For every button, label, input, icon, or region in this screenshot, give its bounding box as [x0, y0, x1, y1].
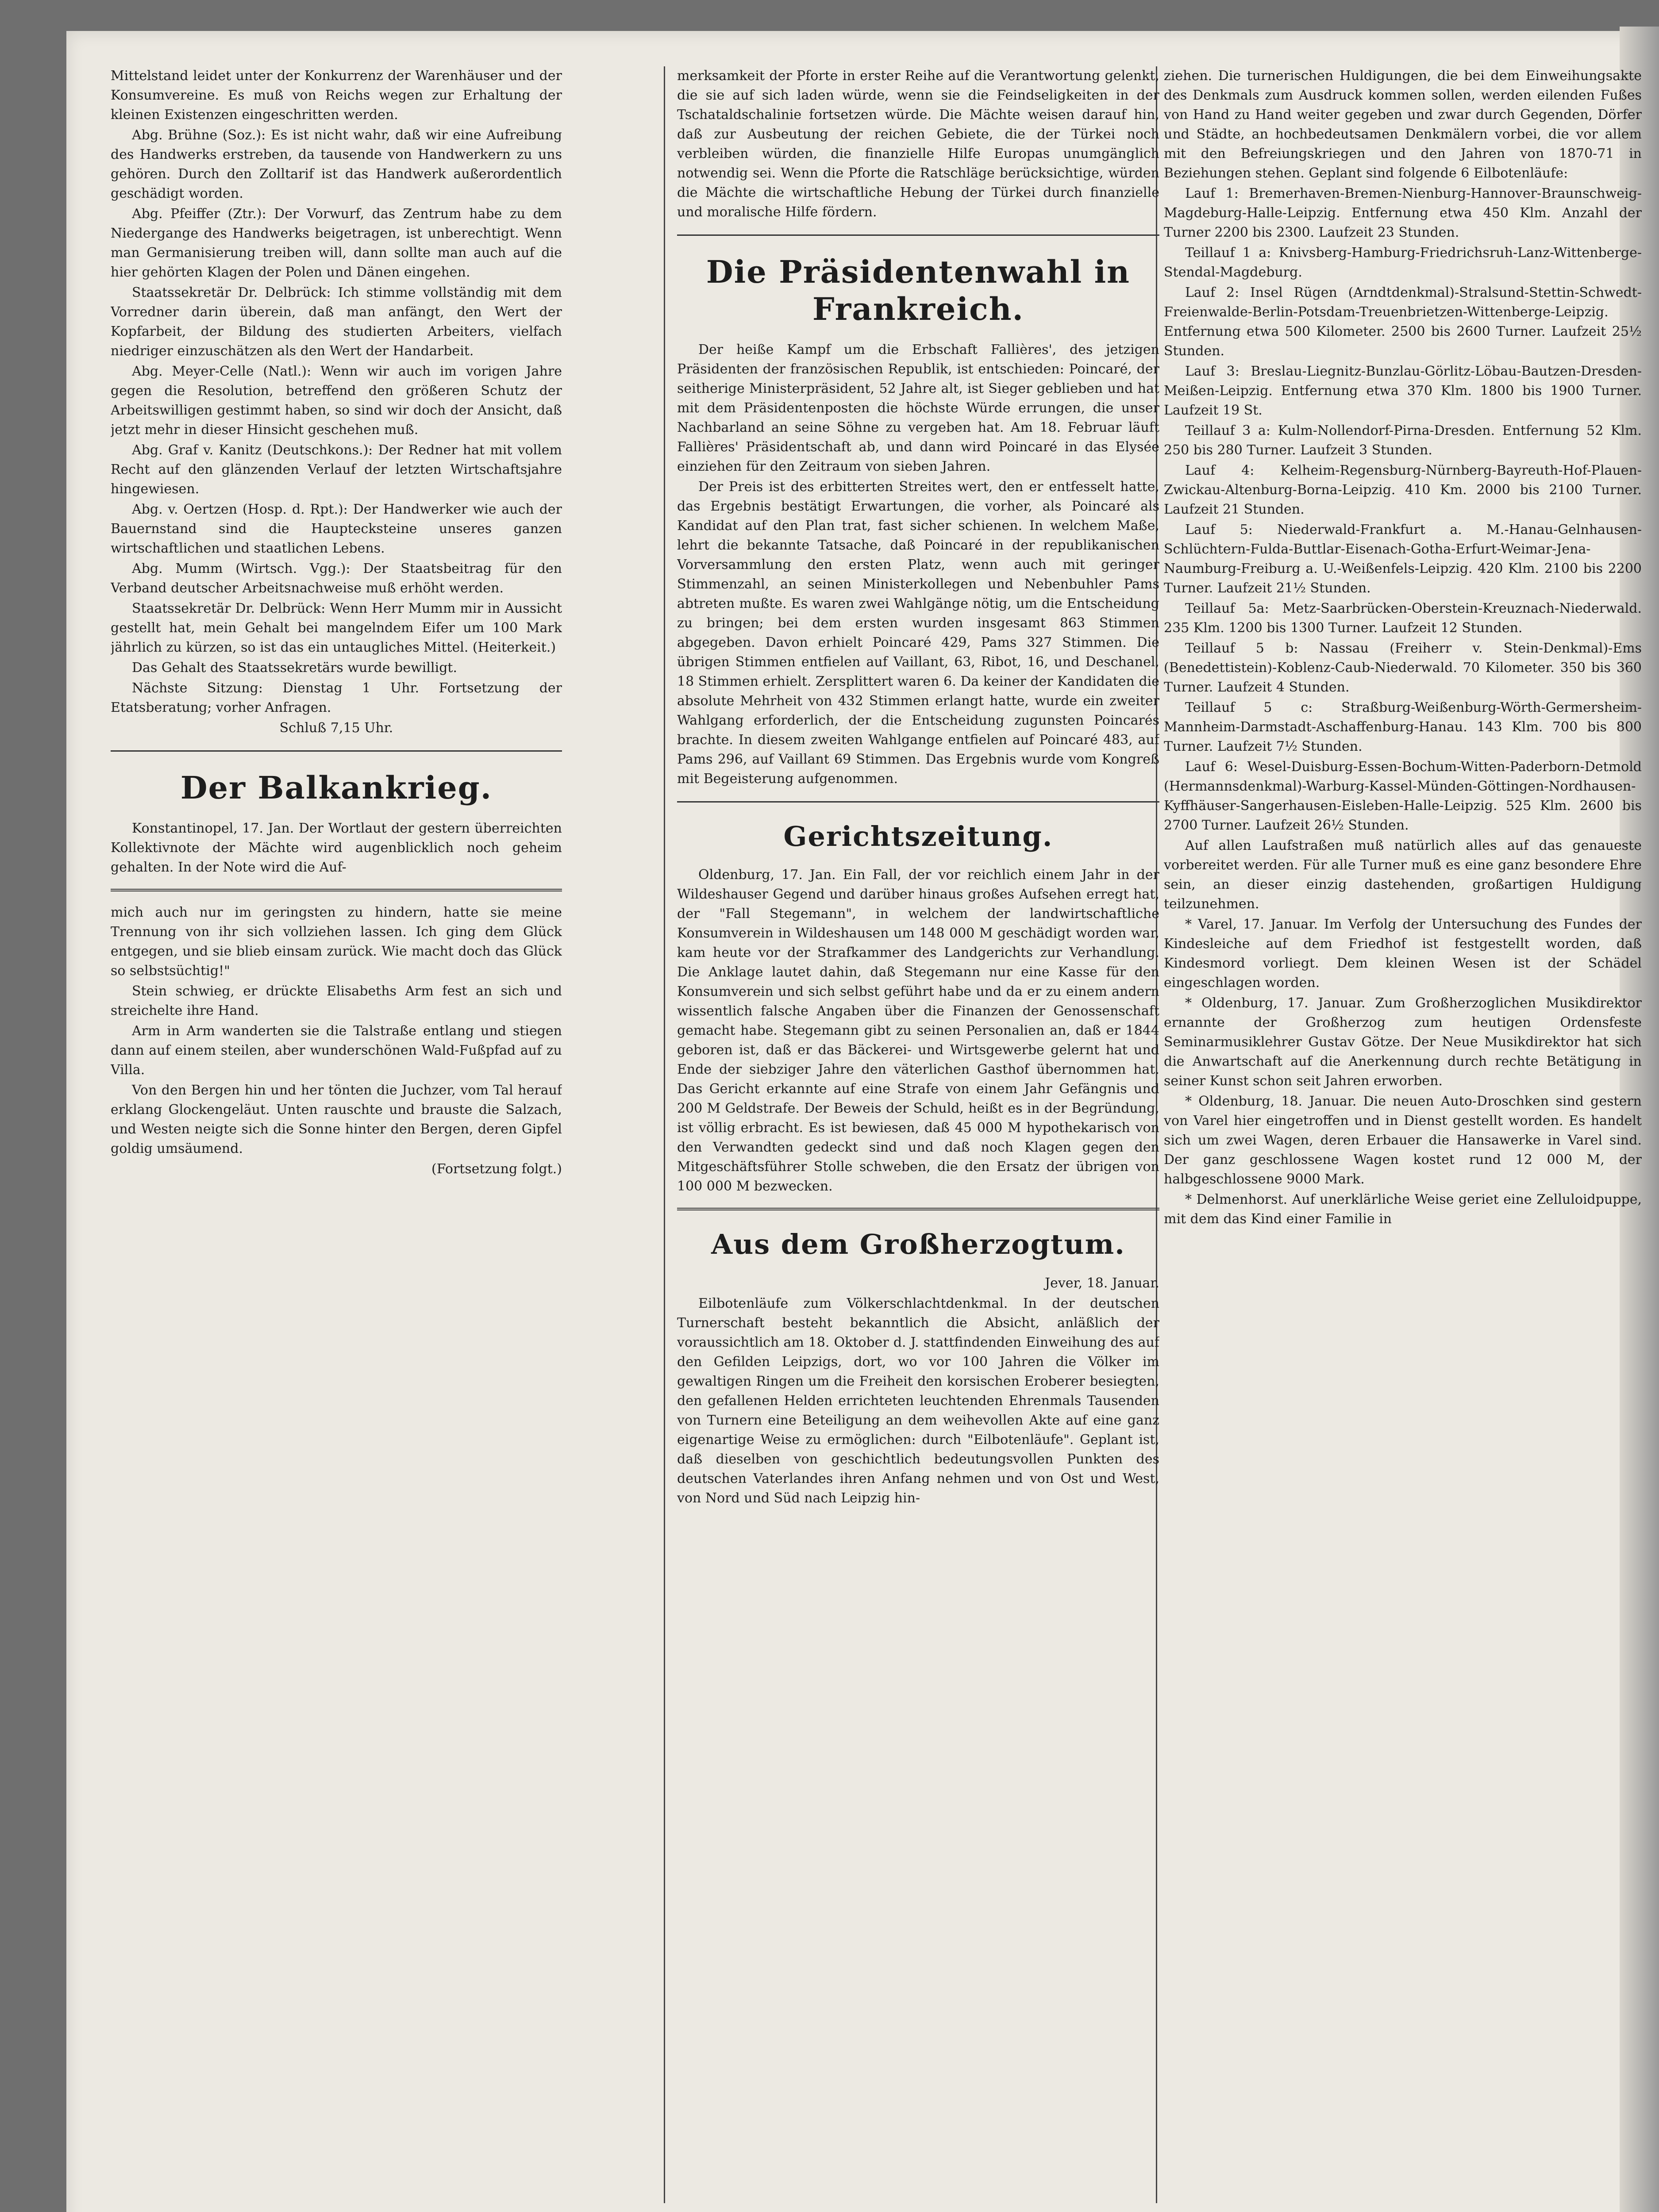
continuation-note: (Fortsetzung folgt.) — [431, 1161, 562, 1177]
article-text: Auf allen Laufstraßen muß natürlich alles auf das genaueste vorbereitet werden. Für alle Turner muß es eine ganz besondere Ehre sein, an dieser einzig dastehenden, großartigen Huldigung teilzunehmen. — [1164, 838, 1642, 912]
route-item: Teillauf 5a: Metz-Saarbrücken-Oberstein-Kreuznach-Niederwald. 235 Klm. 1200 bis 1300 Turner. Laufzeit 12 Stunden. — [1164, 601, 1642, 636]
article-text: Staatssekretär Dr. Delbrück: Ich stimme vollständig mit dem Vorredner darin überein, daß man anfängt, den Wert der Kopfarbeit, der Bildung des studierten Arbeiters, vielfach niedriger einzuschätzen als den Wert der Handarbeit. — [111, 285, 562, 359]
article-text: Staatssekretär Dr. Delbrück: Wenn Herr Mumm mir in Aussicht gestellt hat, mein Gehalt bei mangelndem Eifer um 100 Mark jährlich zu kürzen, so ist das ein untaugliches Mittel. (Heiterkeit.) — [111, 601, 562, 655]
column-rule-1 — [664, 66, 665, 2203]
route-item: Lauf 4: Kelheim-Regensburg-Nürnberg-Bayreuth-Hof-Plauen-Zwickau-Altenburg-Borna-Leipzig. 410 Km. 2000 bis 2100 Turner. Laufzeit 21 Stunden. — [1164, 463, 1642, 517]
article-text: Abg. Brühne (Soz.): Es ist nicht wahr, daß wir eine Aufreibung des Handwerks erstreben, da tausende von Handwerkern zu uns gehören. Durch den Zolltarif ist das Handwerk außerordentlich geschädigt worden. — [111, 127, 562, 201]
article-text: Oldenburg, 17. Jan. Ein Fall, der vor reichlich einem Jahr in der Wildeshauser Gegend und darüber hinaus großes Aufsehen erregt hat, der "Fall Stegemann", in welchem der landwirtschaftliche Konsumverein in Wildeshausen um 148 000 M geschädigt worden war, kam heute vor der Strafkammer des Landgerichts zur Verhandlung. Die Anklage lautet dahin, daß Stegemann nur eine Kasse für den Konsumverein und sich selbst geführt habe und da er zu einem andern wissentlich falsche Angaben über die Finanzen der Genossenschaft gemacht habe. Stegemann gibt zu seinen Personalien an, daß er 1844 geboren ist, daß er das Bäckerei- und Wirtsgewerbe gelernt hat und Ende der siebziger Jahre den väterlichen Gasthof übernommen hat. Das Gericht erkannte auf eine Strafe von einem Jahr Gefängnis und 200 M Geldstrafe. Der Beweis der Schuld, heißt es in der Begründung, ist völlig erbracht. Es ist bewiesen, daß 45 000 M hypothekarisch von den Verwandten gedeckt sind und daß noch Klagen gegen den Mitgeschäftsführer Stolle schweben, die den Ersatz der übrigen von 100 000 M bezwecken. — [677, 867, 1159, 1194]
route-item: Teillauf 5 c: Straßburg-Weißenburg-Wörth-Germersheim-Mannheim-Darmstadt-Aschaffenburg-Hanau. 143 Klm. 700 bis 800 Turner. Laufzeit 7½ Stunden. — [1164, 700, 1642, 754]
local-news-item: * Varel, 17. Januar. Im Verfolg der Untersuchung des Fundes der Kindesleiche auf dem Friedhof ist festgestellt worden, daß Kindesmord vorliegt. Dem kleinen Wesen ist der Schädel eingeschlagen worden. — [1164, 917, 1642, 991]
feuilleton-text: Arm in Arm wanderten sie die Talstraße entlang und stiegen dann auf einem steilen, aber wunderschönen Wald-Fußpfad auf zu Villa. — [111, 1023, 562, 1078]
article-text: Abg. Mumm (Wirtsch. Vgg.): Der Staatsbeitrag für den Verband deutscher Arbeitsnachweise muß erhöht werden. — [111, 561, 562, 596]
section-divider — [677, 234, 1159, 236]
column-2 — [677, 66, 1159, 2203]
route-item: Lauf 1: Bremerhaven-Bremen-Nienburg-Hannover-Braunschweig-Magdeburg-Halle-Leipzig. Entfernung etwa 450 Klm. Anzahl der Turner 2200 bis 2300. Laufzeit 23 Stunden. — [1164, 186, 1642, 240]
column-1 — [111, 66, 562, 2203]
feuilleton-text: mich auch nur im geringsten zu hindern, hatte sie meine Trennung von ihr sich vollziehen lassen. Ich ging dem Glück entgegen, und sie blieb einsam zurück. Wie macht doch das Glück so selbstsüchtig!" — [111, 905, 562, 979]
route-item: Lauf 2: Insel Rügen (Arndtdenkmal)-Stralsund-Stettin-Schwedt-Freienwalde-Berlin-Potsdam-Treuenbrietzen-Wittenberge-Leipzig. Entfernung etwa 500 Kilometer. 2500 bis 2600 Turner. Laufzeit 25½ Stunden. — [1164, 285, 1642, 359]
article-text: Der heiße Kampf um die Erbschaft Fallières', des jetzigen Präsidenten der französischen Republik, ist entschieden: Poincaré, der seitherige Ministerpräsident, 52 Jahre alt, ist Sieger geblieben und hat mit dem Präsidentenposten die höchste Würde errungen, die unser Nachbarland an seine Söhne zu vergeben hat. Am 18. Februar läuft Fallières' Präsidentschaft ab, und dann wird Poincaré in das Elysée einziehen für den Zeitraum von sieben Jahren. — [677, 342, 1159, 474]
article-text: Das Gehalt des Staatssekretärs wurde bewilligt. — [132, 660, 457, 676]
section-divider — [677, 1208, 1159, 1210]
route-item: Lauf 3: Breslau-Liegnitz-Bunzlau-Görlitz-Löbau-Bautzen-Dresden-Meißen-Leipzig. Entfernung etwa 370 Klm. 1800 bis 1900 Turner. Laufzeit 19 St. — [1164, 364, 1642, 418]
feuilleton-text: Stein schwieg, er drückte Elisabeths Arm fest an sich und streichelte ihre Hand. — [111, 983, 562, 1018]
route-item: Teillauf 1 a: Knivsberg-Hamburg-Friedrichsruh-Lanz-Wittenberge-Stendal-Magdeburg. — [1164, 245, 1642, 280]
route-item: Teillauf 5 b: Nassau (Freiherr v. Stein-Denkmal)-Ems (Benedettistein)-Koblenz-Caub-Niederwald. 70 Kilometer. 350 bis 360 Turner. Laufzeit 4 Stunden. — [1164, 641, 1642, 695]
local-news-item: * Oldenburg, 17. Januar. Zum Großherzoglichen Musikdirektor ernannte der Großherzog zum heutigen Ordensfeste Seminarmusiklehrer Gustav Götze. Der Neue Musikdirektor hat sich die Anwartschaft auf die Anerkennung durch rechte Betätigung in seiner Kunst schon seit Jahren erworben. — [1164, 995, 1642, 1089]
article-text: Schluß 7,15 Uhr. — [279, 720, 393, 736]
headline-grossherzogtum: Aus dem Großherzogtum. — [711, 1228, 1125, 1261]
headline-gerichtszeitung: Gerichtszeitung. — [783, 820, 1053, 853]
article-text: Eilbotenläufe zum Völkerschlachtdenkmal. In der deutschen Turnerschaft besteht bekanntlich die Absicht, anläßlich der voraussichtlich am 18. Oktober d. J. stattfindenden Einweihung des auf den Gefilden Leipzigs, dort, wo vor 100 Jahren die Völker im gewaltigen Ringen um die Freiheit den korsischen Eroberer besiegten, den gefallenen Helden errichteten leuchtenden Ehrenmals Tausenden von Turnern eine Beteiligung an dem weihevollen Akte auf eine ganz eigenartige Weise zu ermöglichen: durch "Eilbotenläufe". Geplant ist, daß dieselben von geschichtlich bedeutungsvollen Punkten des deutschen Vaterlandes ihren Anfang nehmen und von Ost und West, von Nord und Süd nach Leipzig hin- — [677, 1295, 1159, 1506]
route-item: Teillauf 3 a: Kulm-Nollendorf-Pirna-Dresden. Entfernung 52 Klm. 250 bis 280 Turner. Laufzeit 3 Stunden. — [1164, 423, 1642, 458]
local-news-item: * Oldenburg, 18. Januar. Die neuen Auto-Droschken sind gestern von Varel hier eingetroffen und in Dienst gestellt worden. Es handelt sich um zwei Wagen, deren Erbauer die Hansawerke in Varel sind. Der ganz geschlossene Wagen kostet rund 12 000 M, der halbgeschlossene 9000 Mark. — [1164, 1094, 1642, 1187]
section-divider — [111, 750, 562, 752]
route-item: Lauf 6: Wesel-Duisburg-Essen-Bochum-Witten-Paderborn-Detmold (Hermannsdenkmal)-Warburg-Kassel-Münden-Göttingen-Nordhausen-Kyffhäuser-Sangerhausen-Eisleben-Halle-Leipzig. 525 Klm. 2600 bis 2700 Turner. Laufzeit 26½ Stunden. — [1164, 759, 1642, 833]
dateline: Jever, 18. Januar. — [1045, 1275, 1159, 1291]
article-text: merksamkeit der Pforte in erster Reihe auf die Verantwortung gelenkt, die sie auf sich laden würde, wenn sie die Feindseligkeiten in der Tschataldschalinie fortsetzen würde. Die Mächte weisen darauf hin, daß zur Ausbeutung der reichen Gebiete, die der Türkei noch verbleiben würden, die finanzielle Hilfe Europas unumgänglich notwendig sei. Wenn die Pforte die Ratschläge berücksichtige, würden die Mächte die wirtschaftliche Hebung der Türkei durch finanzielle und moralische Hilfe fördern. — [677, 68, 1159, 220]
headline-praesidentenwahl: Die Präsidentenwahl in Frankreich. — [706, 253, 1131, 327]
article-text: Abg. v. Oertzen (Hosp. d. Rpt.): Der Handwerker wie auch der Bauernstand sind die Hauptecksteine unseres ganzen wirtschaftlichen und staatlichen Lebens. — [111, 502, 562, 556]
headline-balkankrieg: Der Balkankrieg. — [180, 769, 493, 806]
article-text: Abg. Meyer-Celle (Natl.): Wenn wir auch im vorigen Jahre gegen die Resolution, betreffend den größeren Schutz der Arbeitswilligen gestimmt haben, so sind wir doch der Ansicht, daß jetzt mehr in dieser Hinsicht geschehen muß. — [111, 364, 562, 438]
route-item: Lauf 5: Niederwald-Frankfurt a. M.-Hanau-Gelnhausen-Schlüchtern-Fulda-Buttlar-Eisenach-Gotha-Erfurt-Weimar-Jena-Naumburg-Freiburg a. U.-Weißenfels-Leipzig. 420 Klm. 2100 bis 2200 Turner. Laufzeit 21½ Stunden. — [1164, 522, 1642, 596]
article-text: Abg. Graf v. Kanitz (Deutschkons.): Der Redner hat mit vollem Recht auf den glänzenden Verlauf der letzten Wirtschaftsjahre hingewiesen. — [111, 442, 562, 497]
article-text: Abg. Pfeiffer (Ztr.): Der Vorwurf, das Zentrum habe zu dem Niedergange des Handwerks beigetragen, ist unberechtigt. Wenn man Germanisierung treiben will, dann sollte man auch auf die hier gehörten Klagen der Polen und Dänen eingehen. — [111, 206, 562, 280]
article-text: Mittelstand leidet unter der Konkurrenz der Warenhäuser und der Konsumvereine. Es muß von Reichs wegen zur Erhaltung der kleinen Existenzen eingeschritten werden. — [111, 68, 562, 123]
feuilleton-divider — [111, 889, 562, 891]
article-text: Konstantinopel, 17. Jan. Der Wortlaut der gestern überreichten Kollektivnote der Mächte wird augenblicklich noch geheim gehalten. In der Note wird die Auf- — [111, 821, 562, 875]
feuilleton-text: Von den Bergen hin und her tönten die Juchzer, vom Tal herauf erklang Glockengeläut. Unten rauschte und brauste die Salzach, und Westen neigte sich die Sonne hinter den Bergen, deren Gipfel goldig umsäumend. — [111, 1083, 562, 1156]
column-3 — [1164, 66, 1642, 2203]
article-text: ziehen. Die turnerischen Huldigungen, die bei dem Einweihungsakte des Denkmals zum Ausdruck kommen sollen, werden eilenden Fußes von Hand zu Hand weiter gegeben und zwar durch Gegenden, Dörfer und Städte, an hochbedeutsamen Denkmälern vorbei, die vor allem mit den Befreiungskriegen und den Jahren von 1870-71 in Beziehungen stehen. Geplant sind folgende 6 Eilbotenläufe: — [1164, 68, 1642, 181]
section-divider — [677, 801, 1159, 803]
article-text: Der Preis ist des erbitterten Streites wert, den er entfesselt hatte, das Ergebnis bestätigt Erwartungen, die vorher, als Poincaré als Kandidat auf den Plan trat, fast sicher schienen. In welchem Maße, lehrt die bekannte Tatsache, daß Poincaré in der republikanischen Vorversammlung den ersten Platz, wenn auch mit geringer Stimmenzahl, an seinen Ministerkollegen und Nebenbuhler Pams abtreten mußte. Es waren zwei Wahlgänge nötig, um die Entscheidung zu bringen; bei dem ersten wurden insgesamt 863 Stimmen abgegeben. Davon erhielt Poincaré 429, Pams 327 Stimmen. Die übrigen Stimmen entfielen auf Vaillant, 63, Ribot, 16, und Deschanel, 18 Stimmen erhielt. Zersplittert waren 6. Da keiner der Kandidaten die absolute Mehrheit von 432 Stimmen erlangt hatte, wurde ein zweiter Wahlgang erforderlich, der die Entscheidung zugunsten Poincarés brachte. In diesem zweiten Wahlgange entfielen auf Poincaré 483, auf Pams 296, auf Vaillant 69 Stimmen. Das Ergebnis wurde vom Kongreß mit Begeisterung aufgenommen. — [677, 479, 1159, 787]
article-text: Nächste Sitzung: Dienstag 1 Uhr. Fortsetzung der Etatsberatung; vorher Anfragen. — [111, 680, 562, 715]
local-news-item: * Delmenhorst. Auf unerklärliche Weise geriet eine Zelluloidpuppe, mit dem das Kind einer Familie in — [1164, 1192, 1642, 1227]
